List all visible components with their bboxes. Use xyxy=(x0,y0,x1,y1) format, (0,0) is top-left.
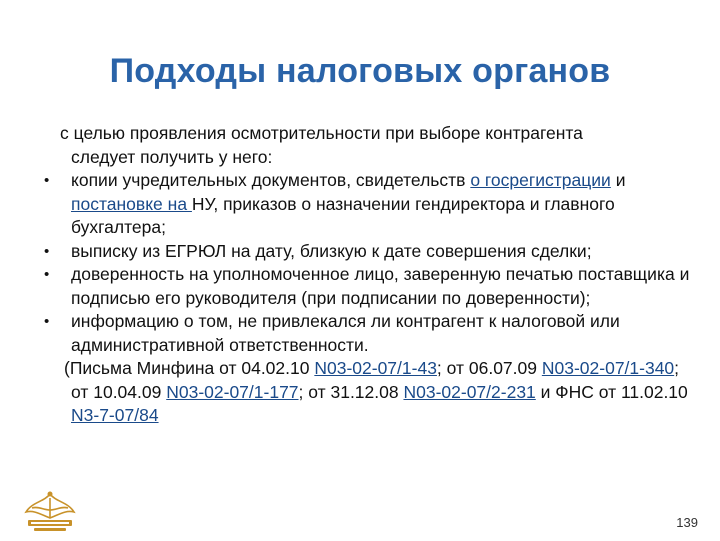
slide-title: Подходы налоговых органов xyxy=(109,52,611,90)
intro-line-2: следует получить у него: xyxy=(71,146,273,167)
bullet-icon: • xyxy=(44,242,50,260)
requirements-list xyxy=(40,169,700,357)
page-number: 139 xyxy=(676,515,698,530)
logo-icon xyxy=(18,488,82,536)
link-postanovka[interactable]: постановке на xyxy=(71,193,192,214)
link-gosregistration[interactable]: о госрегистрации xyxy=(470,170,611,190)
ref-link-4[interactable]: N03-02-07/2-231 xyxy=(403,381,536,402)
bullet1-text-a: копии учредительных документов, свидетельств xyxy=(71,170,471,190)
ref-link-3[interactable]: N03-02-07/1-177 xyxy=(166,381,299,402)
bullet-icon: • xyxy=(44,313,50,330)
refs-text-2: ; от 06.07.09 xyxy=(436,358,542,378)
list-item xyxy=(40,310,700,357)
bullet2-text: выписку из ЕГРЮЛ на дату, близкую к дате совершения сделки; xyxy=(71,240,592,261)
ref-link-5[interactable]: N3-7-07/84 xyxy=(71,405,159,425)
list-item xyxy=(40,240,700,264)
bullet3-text: доверенность на уполномоченное лицо, заверенную печатью поставщика и подписью его руководителя (при подписании по доверенности); xyxy=(71,264,690,308)
list-item xyxy=(40,169,700,240)
bullet1-text-c: НУ, приказов о назначении гендиректора и главного бухгалтера; xyxy=(71,193,615,237)
references xyxy=(40,357,700,428)
refs-text-1: (Письма Минфина от 04.02.10 xyxy=(64,358,315,378)
refs-text-3: ; от 10.04.09 xyxy=(71,358,680,402)
refs-text-5: и ФНС от 11.02.10 xyxy=(535,381,688,402)
ref-link-1[interactable]: N03-02-07/1-43 xyxy=(314,358,437,378)
slide-body xyxy=(40,122,700,428)
bullet-icon: • xyxy=(44,266,50,283)
ref-link-2[interactable]: N03-02-07/1-340 xyxy=(541,358,675,378)
bullet1-text-b: и xyxy=(610,170,626,190)
refs-text-4: ; от 31.12.08 xyxy=(298,381,404,402)
intro-line-1: с целью проявления осмотрительности при выборе контрагента xyxy=(60,123,583,143)
bullet4-text: информацию о том, не привлекался ли контрагент к налоговой или административной ответственности. xyxy=(71,311,620,355)
intro-text xyxy=(60,122,700,169)
list-item xyxy=(40,263,700,310)
bullet-icon: • xyxy=(44,172,50,189)
